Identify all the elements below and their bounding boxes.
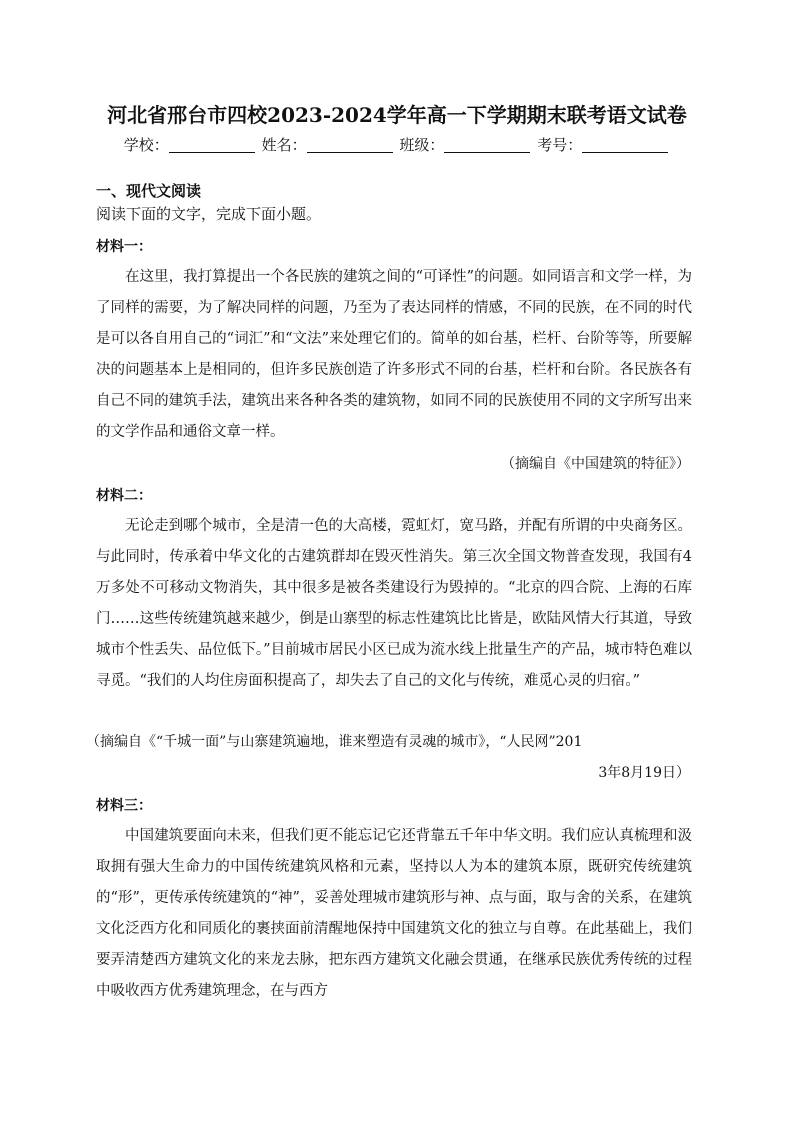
material-2-text: 无论走到哪个城市，全是清一色的大高楼，霓虹灯，宽马路，并配有所谓的中央商务区。与此同时，传承着中华文化的古建筑群却在毁灭性消失。第三次全国文物普查发现，我国有4万多处不可移动文物消失，其中很多是被各类建设行为毁掉的。“北京的四合院、上海的石库门……这些传统建筑越来越少，倒是山寨型的标志性建筑比比皆是，欧陆风情大行其道，导致城市个性丢失、品位低下。”目前城市居民小区已成为流水线上批量生产的产品，城市特色难以寻觅。“我们的人均住房面积提高了，却失去了自己的文化与传统，难觅心灵的归宿。” <box>96 518 692 689</box>
page-title: 河北省邢台市四校2023-2024学年高一下学期期末联考语文试卷 <box>107 103 687 127</box>
material-2-source <box>86 727 690 789</box>
material-2-heading: 材料二： <box>96 488 152 504</box>
section-instruction: 阅读下面的文字，完成下面小题。 <box>96 205 322 223</box>
student-info-line <box>0 134 794 156</box>
material-1-heading: 材料一： <box>96 239 152 255</box>
class-blank[interactable] <box>444 136 530 153</box>
exam-number-blank[interactable] <box>582 136 668 153</box>
school-blank[interactable] <box>169 136 255 153</box>
material-2-source-line2: 3年8月19日） <box>598 765 690 781</box>
material-3-text: 中国建筑要面向未来，但我们更不能忘记它还背靠五千年中华文明。我们应认真梳理和汲取拥有强大生命力的中国传统建筑风格和元素，坚持以人为本的建筑本原，既研究传统建筑的“形”，更传承传统建筑的“神”，妥善处理城市建筑形与神、点与面，取与舍的关系，在建筑文化泛西方化和同质化的裹挟面前清醒地保持中国建筑文化的独立与自尊。在此基础上，我们要弄清楚西方建筑文化的来龙去脉，把东西方建筑文化融会贯通，在继承民族优秀传统的过程中吸收西方优秀建筑理念，在与西方 <box>96 828 692 999</box>
material-2-source-line1: （摘编自《“千城一面”与山寨建筑遍地，谁来塑造有灵魂的城市》，“人民网”201 <box>86 734 583 750</box>
exam-number-label: 考号： <box>537 136 583 154</box>
name-blank[interactable] <box>307 136 393 153</box>
school-label: 学校： <box>123 136 169 154</box>
name-label: 姓名： <box>261 136 307 154</box>
class-label: 班级： <box>399 136 445 154</box>
material-1-source: （摘编自《中国建筑的特征》） <box>501 456 690 472</box>
material-1-text: 在这里，我打算提出一个各民族的建筑之间的“可译性”的问题。如同语言和文学一样，为了同样的需要，为了解决同样的问题，乃至为了表达同样的情感，不同的民族，在不同的时代是可以各自用自己的“词汇”和“文法”来处理它们的。简单的如台基，栏杆、台阶等等，所要解决的问题基本上是相同的，但许多民族创造了许多形式不同的台基，栏杆和台阶。各民族各有自己不同的建筑手法，建筑出来各种各类的建筑物，如同不同的民族使用不同的文字所写出来的文学作品和通俗文章一样。 <box>96 269 692 440</box>
material-3-heading: 材料三： <box>96 798 152 814</box>
section-title: 一、现代文阅读 <box>96 182 202 200</box>
